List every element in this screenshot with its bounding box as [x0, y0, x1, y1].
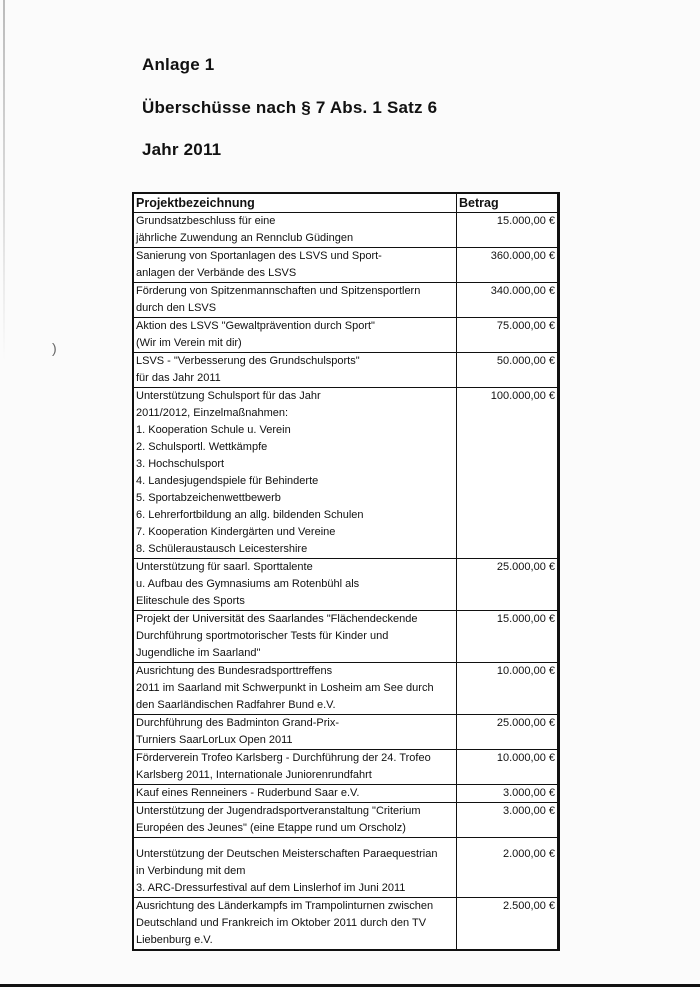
- project-description: [134, 318, 457, 352]
- row-spacer: [136, 838, 454, 846]
- description-line: Deutschland und Frankreich im Oktober 2011 durch den TV: [136, 917, 427, 929]
- description-line: Ausrichtung des Bundesradsporttreffens: [136, 665, 333, 677]
- table-row: [134, 388, 557, 559]
- amount-cell: 3.000,00 €: [503, 787, 555, 799]
- table-row: [134, 559, 557, 611]
- project-description: [134, 611, 457, 662]
- description-line: 6. Lehrerfortbildung an allg. bildenden Schulen: [136, 509, 364, 521]
- description-line: Durchführung des Badminton Grand-Prix-: [136, 717, 339, 729]
- project-description: [134, 715, 457, 749]
- description-line: Unterstützung der Jugendradsportveranstaltung "Criterium: [136, 805, 421, 817]
- description-line: Ausrichtung des Länderkampfs im Trampolinturnen zwischen: [136, 900, 434, 912]
- description-line: Grundsatzbeschluss für eine: [136, 215, 276, 227]
- project-description: [134, 213, 457, 247]
- description-line: Unterstützung der Deutschen Meisterschaften Paraequestrian: [136, 848, 438, 860]
- project-description: [134, 248, 457, 282]
- description-line: 1. Kooperation Schule u. Verein: [136, 424, 291, 436]
- project-description: [134, 283, 457, 317]
- description-line: Karlsberg 2011, Internationale Juniorenrundfahrt: [136, 769, 372, 781]
- table-row: [134, 803, 557, 838]
- table-row: [134, 353, 557, 388]
- description-line: Turniers SaarLorLux Open 2011: [136, 734, 293, 746]
- bottom-rule: [0, 984, 700, 987]
- description-line: anlagen der Verbände des LSVS: [136, 267, 297, 279]
- description-line: den Saarländischen Radfahrer Bund e.V.: [136, 699, 336, 711]
- description-line: für das Jahr 2011: [136, 372, 221, 384]
- column-header-amount: Betrag: [459, 196, 499, 210]
- amount-cell: 340.000,00 €: [490, 285, 555, 297]
- table-row: [134, 283, 557, 318]
- description-line: Unterstützung Schulsport für das Jahr: [136, 390, 321, 402]
- description-line: 3. ARC-Dressurfestival auf dem Linslerhof im Juni 2011: [136, 882, 406, 894]
- description-line: Liebenburg e.V.: [136, 934, 213, 946]
- table-row: [134, 318, 557, 353]
- amount-cell: 50.000,00 €: [496, 355, 555, 367]
- amount-cell: 25.000,00 €: [496, 561, 555, 573]
- description-line: 2011 im Saarland mit Schwerpunkt in Losheim am See durch: [136, 682, 434, 694]
- description-line: Européen des Jeunes" (eine Etappe rund um Orscholz): [136, 822, 406, 834]
- table-row: [134, 750, 557, 785]
- description-line: 4. Landesjugendspiele für Behinderte: [136, 475, 319, 487]
- amount-cell: 10.000,00 €: [496, 752, 555, 764]
- project-description: [134, 803, 457, 837]
- year-label: Jahr 2011: [142, 140, 222, 159]
- table-row: [134, 785, 557, 803]
- description-line: Durchführung sportmotorischer Tests für Kinder und: [136, 630, 389, 642]
- project-description: [134, 663, 457, 714]
- description-line: 8. Schüleraustausch Leicestershire: [136, 543, 308, 555]
- amount-cell: 75.000,00 €: [496, 320, 555, 332]
- description-line: u. Aufbau des Gymnasiums am Rotenbühl als: [136, 578, 360, 590]
- table-row: [134, 213, 557, 248]
- project-description: [134, 898, 457, 949]
- table-row: [134, 611, 557, 663]
- document-title: Überschüsse nach § 7 Abs. 1 Satz 6: [142, 98, 438, 117]
- description-line: 7. Kooperation Kindergärten und Vereine: [136, 526, 336, 538]
- description-line: Förderung von Spitzenmannschaften und Spitzensportlern: [136, 285, 421, 297]
- description-line: Jugendliche im Saarland": [136, 647, 261, 659]
- description-line: 2011/2012, Einzelmaßnahmen:: [136, 407, 289, 419]
- project-description: [134, 559, 457, 610]
- table-row: [134, 715, 557, 750]
- table-row: [134, 838, 557, 898]
- description-line: in Verbindung mit dem: [136, 865, 246, 877]
- description-line: Projekt der Universität des Saarlandes "Flächendeckende: [136, 613, 418, 625]
- project-description: [134, 838, 457, 897]
- table-row: [134, 663, 557, 715]
- column-header-project: Projektbezeichnung: [134, 194, 457, 212]
- amount-cell: 25.000,00 €: [496, 717, 555, 729]
- amount-cell: 2.500,00 €: [503, 900, 555, 912]
- description-line: Unterstützung für saarl. Sporttalente: [136, 561, 313, 573]
- funding-table: [132, 192, 560, 951]
- description-line: LSVS - "Verbesserung des Grundschulsports": [136, 355, 360, 367]
- amount-cell: 360.000,00 €: [490, 250, 555, 262]
- project-description: [134, 785, 457, 802]
- description-line: durch den LSVS: [136, 302, 217, 314]
- description-line: Sanierung von Sportanlagen des LSVS und Sport-: [136, 250, 382, 262]
- project-description: [134, 353, 457, 387]
- project-description: [134, 388, 457, 558]
- description-line: 5. Sportabzeichenwettbewerb: [136, 492, 281, 504]
- description-line: 2. Schulsportl. Wettkämpfe: [136, 441, 268, 453]
- description-line: 3. Hochschulsport: [136, 458, 225, 470]
- description-line: (Wir im Verein mit dir): [136, 337, 242, 349]
- description-line: Aktion des LSVS "Gewaltprävention durch Sport": [136, 320, 375, 332]
- project-description: [134, 750, 457, 784]
- description-line: Eliteschule des Sports: [136, 595, 245, 607]
- amount-cell: 100.000,00 €: [490, 390, 555, 402]
- amount-cell: 15.000,00 €: [496, 613, 555, 625]
- amount-cell: 3.000,00 €: [503, 805, 555, 817]
- description-line: jährliche Zuwendung an Rennclub Güdingen: [136, 232, 354, 244]
- table-body: [134, 213, 557, 949]
- amount-cell: 2.000,00 €: [503, 848, 555, 860]
- description-line: Kauf eines Renneiners - Ruderbund Saar e.V.: [136, 787, 360, 799]
- table-row: [134, 248, 557, 283]
- scan-edge-mark: [3, 0, 5, 360]
- scan-bracket-mark: ): [52, 340, 57, 356]
- amount-cell: 15.000,00 €: [496, 215, 555, 227]
- description-line: Förderverein Trofeo Karlsberg - Durchführung der 24. Trofeo: [136, 752, 431, 764]
- annex-label: Anlage 1: [142, 55, 215, 74]
- amount-cell: 10.000,00 €: [496, 665, 555, 677]
- table-header-row: [134, 194, 557, 213]
- table-row: [134, 898, 557, 949]
